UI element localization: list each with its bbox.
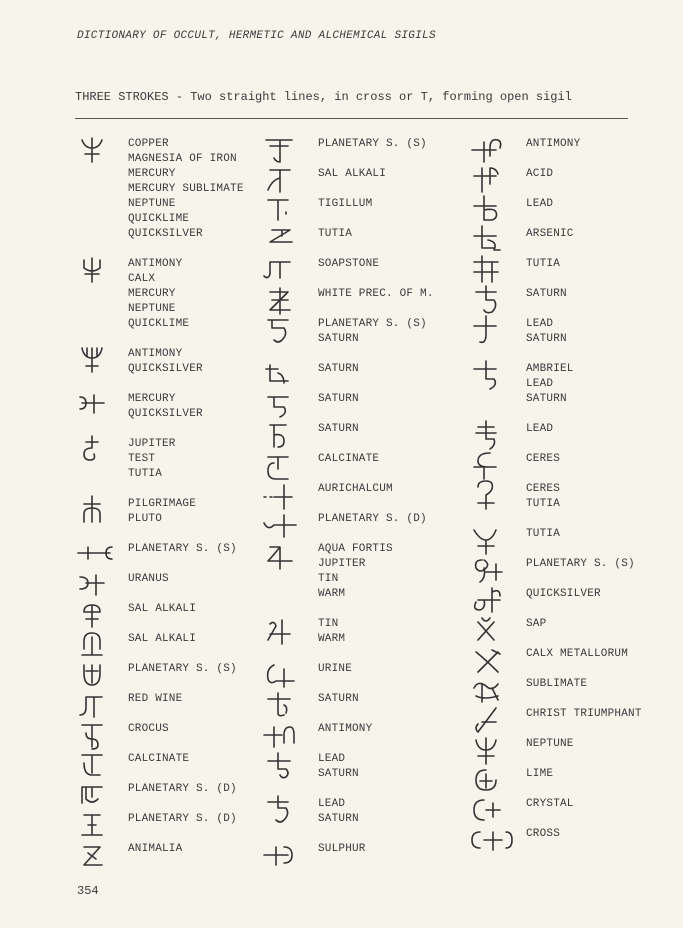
sigil-meaning: MERCURY — [128, 288, 176, 300]
lead-five-icon — [262, 794, 318, 824]
sigil-meaning: SATURN — [318, 768, 359, 780]
sigil-meaning: ANIMALIA — [128, 843, 183, 855]
sigil-meanings — [128, 599, 196, 617]
sigil-entry — [262, 839, 472, 869]
sigil-meaning: AMBRIEL — [526, 363, 574, 375]
sulphur-icon — [262, 839, 318, 869]
hooked-cross-icon — [76, 389, 128, 419]
sigil-meanings — [128, 569, 169, 587]
sigil-entry — [262, 794, 472, 839]
sigil-meaning: SATURN — [318, 813, 359, 825]
sigil-meaning: SATURN — [526, 288, 567, 300]
sigil-meaning: PLANETARY S. (S) — [526, 558, 635, 570]
sigil-entry — [470, 449, 680, 479]
sigil-meanings — [318, 794, 359, 827]
sigil-entry — [262, 194, 472, 224]
sigil-entry — [76, 809, 276, 839]
sigil-meanings — [318, 689, 359, 707]
sigil-meaning: TUTIA — [526, 498, 561, 510]
sigil-meaning: SATURN — [318, 393, 359, 405]
mercury-trident-icon — [76, 134, 128, 164]
sigil-meaning: TIN — [318, 573, 339, 585]
sigil-meaning: PLUTO — [128, 513, 163, 525]
sigil-entry — [262, 749, 472, 794]
sigil-meaning: WHITE PREC. OF M. — [318, 288, 434, 300]
sigil-entry — [76, 839, 276, 869]
sigil-entry — [470, 824, 680, 854]
horizontal-hook-icon — [76, 539, 128, 569]
christ-slash-icon — [470, 704, 526, 734]
sigil-meanings — [526, 419, 553, 437]
sigil-meaning: MERCURY SUBLIMATE — [128, 183, 244, 195]
sigil-meanings — [128, 629, 196, 647]
reversed-hook-cross-icon — [76, 569, 128, 599]
sigil-meanings — [318, 389, 359, 407]
sigil-entry — [262, 134, 472, 164]
sigil-entry — [262, 164, 472, 194]
sigil-meaning: PILGRIMAGE — [128, 498, 197, 510]
sigil-meaning: TUTIA — [526, 528, 561, 540]
sigil-meanings — [318, 839, 366, 857]
sigil-entry — [76, 689, 276, 719]
sigil-entry — [470, 419, 680, 449]
sigil-meanings — [526, 194, 553, 212]
sigil-meaning: LEAD — [318, 753, 346, 765]
antimony-curl-icon — [470, 134, 526, 164]
sigil-entry — [470, 164, 680, 194]
page-number: 354 — [77, 884, 99, 898]
trident-icon — [76, 344, 128, 374]
sigil-meanings — [128, 344, 203, 377]
sigil-meaning: SATURN — [526, 333, 567, 345]
sigil-meaning: ACID — [526, 168, 554, 180]
wave-t-icon — [76, 689, 128, 719]
sigil-entry — [470, 764, 680, 794]
sigil-meaning: CALX METALLORUM — [526, 648, 629, 660]
sigil-meanings — [128, 389, 203, 422]
sigil-meanings — [318, 659, 352, 677]
calx-x-icon — [470, 644, 526, 674]
sigil-entry — [262, 254, 472, 284]
sigil-meanings — [128, 809, 237, 827]
sigil-meanings — [526, 134, 580, 152]
sigil-entry — [76, 569, 276, 599]
sigil-meanings — [526, 584, 601, 602]
sigil-meanings — [128, 539, 237, 557]
calcinate-c-icon — [262, 449, 318, 479]
ceres-question-icon — [470, 479, 526, 509]
sigil-meanings — [526, 824, 560, 842]
running-header: DICTIONARY OF OCCULT, HERMETIC AND ALCHEMICAL SIGILS — [77, 30, 436, 42]
sigil-entry — [470, 734, 680, 764]
sigil-meaning: URINE — [318, 663, 353, 675]
sigil-meaning: SATURN — [318, 693, 359, 705]
sigil-entry — [470, 284, 680, 314]
sigil-meanings — [318, 419, 359, 437]
arsenic-icon — [470, 224, 526, 254]
sigil-entry — [76, 389, 276, 434]
sigil-meaning: CROCUS — [128, 723, 169, 735]
crossed-z-icon — [262, 284, 318, 314]
sigil-entry — [470, 254, 680, 284]
t-dot-icon — [262, 194, 318, 224]
sigil-entry — [470, 584, 680, 614]
sigil-meaning: CRYSTAL — [526, 798, 574, 810]
sigil-entry — [262, 449, 472, 479]
sigil-meanings — [128, 839, 182, 857]
i-beam-icon — [76, 809, 128, 839]
sigil-entry — [470, 479, 680, 524]
sigil-entry — [262, 359, 472, 389]
sigil-meaning: CALX — [128, 273, 156, 285]
jupiter-four-icon — [262, 539, 318, 569]
sigil-entry — [470, 359, 680, 419]
sigil-entry — [262, 509, 472, 539]
sigil-meaning: ANTIMONY — [128, 348, 183, 360]
sigil-entry — [76, 539, 276, 569]
sigil-meaning: SUBLIMATE — [526, 678, 588, 690]
sigil-meaning: CALCINATE — [318, 453, 380, 465]
sigil-entry — [470, 794, 680, 824]
sigil-meaning: SAL ALKALI — [128, 633, 197, 645]
double-arch-icon — [76, 779, 128, 809]
sigil-entry — [76, 134, 276, 254]
sigil-entry — [76, 344, 276, 389]
lead-slash-icon — [470, 419, 526, 449]
saturn-five-icon — [262, 314, 318, 344]
sigil-meaning: NEPTUNE — [128, 198, 176, 210]
sigil-entry — [470, 614, 680, 644]
sigil-meaning: LEAD — [318, 798, 346, 810]
cup-cross-icon — [76, 659, 128, 689]
sigil-meaning: SAL ALKALI — [318, 168, 387, 180]
sigil-entry — [76, 719, 276, 749]
sigil-meaning: SATURN — [526, 393, 567, 405]
sigil-meaning: CALCINATE — [128, 753, 190, 765]
sigil-meanings — [128, 659, 237, 677]
sigil-meanings — [128, 749, 189, 767]
dotted-cross-icon — [262, 479, 318, 509]
sigil-entry — [262, 539, 472, 614]
sigil-entry — [470, 524, 680, 554]
sigil-meaning: ANTIMONY — [128, 258, 183, 270]
sigil-meaning: AQUA FORTIS — [318, 543, 393, 555]
sigil-meaning: JUPITER — [128, 438, 176, 450]
sigil-meaning: CROSS — [526, 828, 561, 840]
urine-icon — [262, 659, 318, 689]
tutia-rake-icon — [470, 254, 526, 284]
double-bar-cross-icon — [262, 134, 318, 164]
trident-cross-icon — [76, 254, 128, 284]
sigil-meaning: SATURN — [318, 363, 359, 375]
sigil-meanings — [128, 434, 176, 482]
sigil-meaning: AURICHALCUM — [318, 483, 393, 495]
sap-x-icon — [470, 614, 526, 644]
sigil-meaning: MERCURY — [128, 168, 176, 180]
sigil-entry — [262, 689, 472, 719]
sigil-meaning: MERCURY — [128, 393, 176, 405]
sigil-meaning: ARSENIC — [526, 228, 574, 240]
sigil-meaning: TUTIA — [526, 258, 561, 270]
sigil-meanings — [526, 734, 574, 752]
sigil-meaning: TEST — [128, 453, 156, 465]
sigil-meanings — [128, 494, 196, 527]
sigil-meaning: PLANETARY S. (S) — [128, 543, 237, 555]
sigil-meaning: PLANETARY S. (S) — [318, 138, 427, 150]
sigil-entry — [76, 749, 276, 779]
saturn-h-icon — [262, 419, 318, 449]
sigil-meanings — [318, 164, 386, 182]
sigil-meanings — [526, 284, 567, 302]
crystal-c-cross-icon — [470, 794, 526, 824]
sigil-meanings — [318, 254, 379, 272]
sigil-meanings — [318, 314, 427, 347]
sigil-entry — [262, 719, 472, 749]
sigil-meaning: QUICKSILVER — [128, 363, 203, 375]
tutia-icon — [262, 224, 318, 254]
sigil-meanings — [526, 359, 574, 407]
sigil-meaning: LEAD — [526, 318, 554, 330]
sigil-entry — [262, 419, 472, 449]
soapstone-icon — [262, 254, 318, 284]
sigil-entry — [470, 704, 680, 734]
sigil-meanings — [318, 749, 359, 782]
sigil-meaning: QUICKLIME — [128, 318, 190, 330]
lead-b-icon — [470, 194, 526, 224]
sigil-meanings — [318, 719, 372, 737]
sigil-meaning: QUICKLIME — [128, 213, 190, 225]
sigil-meaning: RED WINE — [128, 693, 183, 705]
sigil-entry — [470, 134, 680, 164]
saturn-box-icon — [262, 389, 318, 419]
sigil-meaning: TUTIA — [318, 228, 353, 240]
sigil-entry — [470, 674, 680, 704]
sigil-meanings — [526, 164, 553, 182]
sigil-meaning: PLANETARY S. (D) — [318, 513, 427, 525]
saturn-cross-icon — [262, 689, 318, 719]
sigil-meaning: COPPER — [128, 138, 169, 150]
antimony-n-icon — [262, 719, 318, 749]
sigil-meaning: WARM — [318, 588, 346, 600]
sigil-meaning: PLANETARY S. (S) — [318, 318, 427, 330]
circled-cross-icon — [76, 599, 128, 629]
sigil-entry — [262, 314, 472, 359]
sigil-meanings — [128, 134, 244, 242]
sigil-meaning: LEAD — [526, 198, 554, 210]
sigil-meaning: LIME — [526, 768, 554, 780]
sigil-entry — [262, 224, 472, 254]
sigil-meaning: JUPITER — [318, 558, 366, 570]
sigil-meanings — [318, 614, 345, 647]
sigil-meanings — [318, 449, 379, 467]
sigil-meaning: SATURN — [318, 423, 359, 435]
tutia-y-icon — [470, 524, 526, 554]
sigil-meaning: NEPTUNE — [128, 303, 176, 315]
sigil-meanings — [128, 254, 189, 332]
sigil-meaning: SAL ALKALI — [128, 603, 197, 615]
sigil-meanings — [128, 719, 169, 737]
sigil-meaning: ANTIMONY — [318, 723, 373, 735]
sigil-meaning: PLANETARY S. (S) — [128, 663, 237, 675]
quicksilver-curl-icon — [470, 584, 526, 614]
sigil-meaning: LEAD — [526, 423, 554, 435]
heading-rule — [75, 118, 628, 119]
sigil-meanings — [318, 509, 427, 527]
sigil-meanings — [128, 689, 182, 707]
sigil-entry — [470, 554, 680, 584]
hooked-t-icon — [262, 164, 318, 194]
sigil-entry — [76, 599, 276, 629]
sigil-entry — [470, 314, 680, 359]
sublimate-icon — [470, 674, 526, 704]
arch-cross-icon — [76, 629, 128, 659]
cross-bracket-icon — [470, 824, 526, 854]
sigil-meanings — [526, 254, 560, 272]
sigil-meaning: TIN — [318, 618, 339, 630]
sigil-entry — [262, 479, 472, 509]
sigil-entry — [76, 659, 276, 689]
sigil-meanings — [526, 554, 635, 572]
sigil-meanings — [318, 284, 434, 302]
pluto-cross-icon — [76, 494, 128, 524]
sigil-meaning: PLANETARY S. (D) — [128, 783, 237, 795]
sigil-meaning: SULPHUR — [318, 843, 366, 855]
sigil-entry — [262, 284, 472, 314]
sigil-meanings — [318, 134, 427, 152]
sigil-meanings — [526, 764, 553, 782]
sigil-entry — [262, 659, 472, 689]
sigil-meanings — [318, 194, 372, 212]
acid-icon — [470, 164, 526, 194]
sigil-meanings — [526, 794, 574, 812]
sigil-meanings — [318, 539, 393, 602]
sigil-meaning: MAGNESIA OF IRON — [128, 153, 237, 165]
saturn-hook-icon — [470, 284, 526, 314]
sigil-column-2 — [262, 134, 472, 869]
sigil-meanings — [526, 644, 628, 662]
section-heading: THREE STROKES - Two straight lines, in cross or T, forming open sigil — [75, 90, 572, 104]
crocus-icon — [76, 719, 128, 749]
ceres-icon — [470, 449, 526, 479]
sigil-meaning: CERES — [526, 483, 561, 495]
lead-cross-icon — [470, 314, 526, 344]
sigil-column-1 — [76, 134, 276, 869]
sigil-entry — [76, 629, 276, 659]
sigil-entry — [76, 494, 276, 539]
ambriel-icon — [470, 359, 526, 389]
neptune-trident-icon — [470, 734, 526, 764]
sigil-meanings — [318, 359, 359, 377]
lime-circle-cross-icon — [470, 764, 526, 794]
sigil-column-3 — [470, 134, 680, 854]
sigil-entry — [262, 614, 472, 659]
sigil-meaning: URANUS — [128, 573, 169, 585]
sigil-meanings — [318, 224, 352, 242]
sigil-meaning: TIGILLUM — [318, 198, 373, 210]
sigil-meaning: NEPTUNE — [526, 738, 574, 750]
sigil-entry — [470, 224, 680, 254]
sigil-meaning: QUICKSILVER — [128, 408, 203, 420]
sigil-meanings — [526, 314, 567, 347]
sigil-entry — [76, 779, 276, 809]
sigil-entry — [470, 194, 680, 224]
sigil-entry — [470, 644, 680, 674]
sigil-meaning: QUICKSILVER — [526, 588, 601, 600]
calcinate-icon — [76, 749, 128, 779]
sigil-meaning: ANTIMONY — [526, 138, 581, 150]
sigil-meaning: SATURN — [318, 333, 359, 345]
sigil-meanings — [526, 704, 642, 722]
sigil-meanings — [318, 479, 393, 497]
wave-cross-icon — [262, 509, 318, 539]
sigil-meaning: QUICKSILVER — [128, 228, 203, 240]
sigil-entry — [76, 434, 276, 494]
sigil-meanings — [526, 674, 587, 692]
sigil-entry — [76, 254, 276, 344]
saturn-l-icon — [262, 359, 318, 389]
sigil-meanings — [526, 449, 560, 467]
sigil-entry — [262, 389, 472, 419]
sigil-meanings — [526, 614, 546, 632]
jupiter-hook-icon — [76, 434, 128, 464]
sigil-meaning: SAP — [526, 618, 547, 630]
sigil-meaning: TUTIA — [128, 468, 163, 480]
sigil-meaning: CHRIST TRIUMPHANT — [526, 708, 642, 720]
tin-icon — [262, 614, 318, 644]
lead-hook-icon — [262, 749, 318, 779]
sigil-meanings — [526, 224, 574, 242]
sigil-meaning: LEAD — [526, 378, 554, 390]
sigil-meaning: CERES — [526, 453, 561, 465]
sigil-meanings — [526, 524, 560, 542]
loop-cross-icon — [470, 554, 526, 584]
sigil-meanings — [128, 779, 237, 797]
sigil-meaning: WARM — [318, 633, 346, 645]
sigil-meaning: SOAPSTONE — [318, 258, 380, 270]
sigil-meanings — [526, 479, 560, 512]
sigil-meaning: PLANETARY S. (D) — [128, 813, 237, 825]
z-stroke-icon — [76, 839, 128, 869]
